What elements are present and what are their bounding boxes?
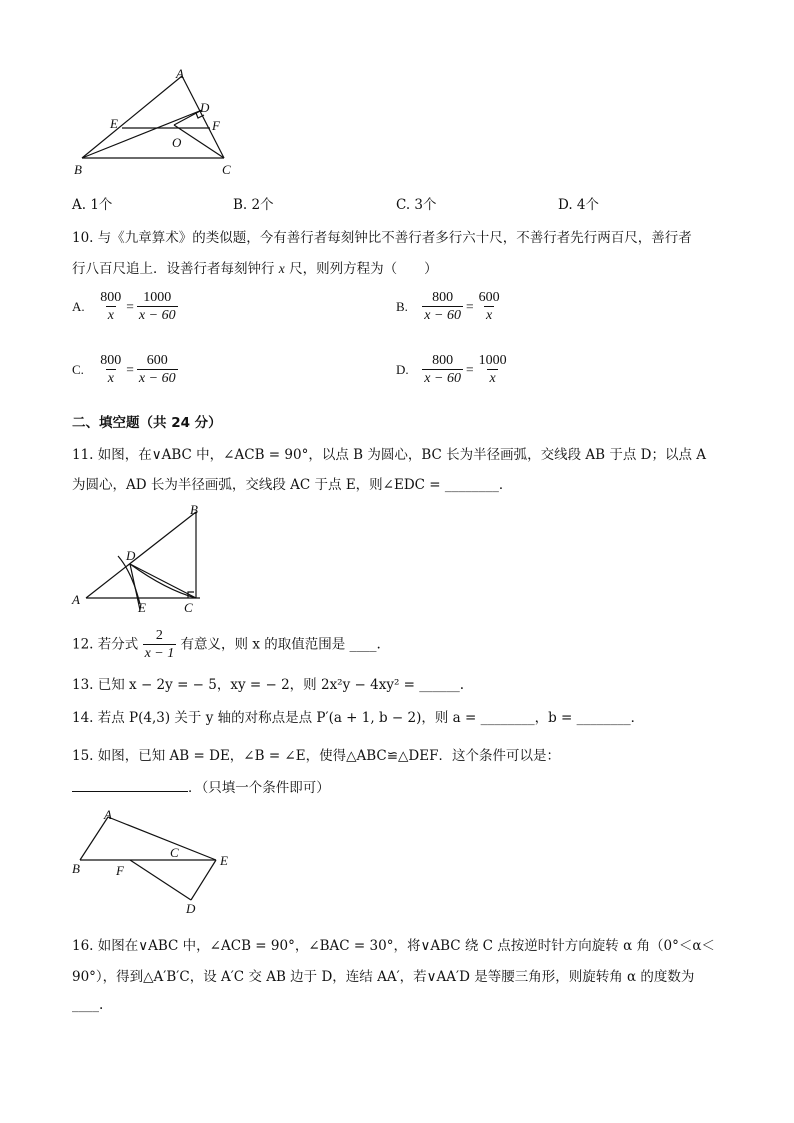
label-d: D — [126, 548, 136, 563]
q16-line-3: ____. — [72, 997, 104, 1013]
segment-ba — [82, 76, 182, 158]
equals-sign: = — [465, 362, 474, 378]
q12-prefix: 12. 若分式 — [72, 636, 139, 653]
numerator: 800 — [432, 353, 454, 368]
label-e: E — [220, 853, 228, 868]
q15-line-2 — [72, 776, 330, 796]
segment-ab — [86, 512, 196, 598]
option-label: A. — [72, 299, 85, 315]
label-o: O — [172, 135, 182, 150]
equals-sign: = — [126, 362, 134, 378]
label-d: D — [186, 901, 196, 916]
denominator: x − 1 — [144, 646, 175, 662]
segment-ba — [80, 817, 108, 860]
q10-option-c[interactable] — [72, 353, 178, 387]
fraction-right — [477, 290, 502, 324]
denominator: x − 60 — [424, 371, 461, 387]
label-f: F — [116, 863, 124, 878]
label-c: C — [184, 600, 193, 615]
label-b: B — [72, 861, 80, 876]
numerator: 1000 — [478, 353, 507, 368]
q10-option-a[interactable] — [72, 290, 178, 324]
q10-option-b[interactable] — [396, 290, 502, 324]
label-e: E — [138, 600, 146, 615]
numerator: 2 — [155, 628, 163, 643]
denominator: x — [107, 308, 114, 324]
q9-option-c[interactable]: C. 3个 — [396, 197, 437, 213]
denominator: x — [489, 371, 496, 387]
numerator: 800 — [100, 353, 122, 368]
denominator: x — [107, 371, 114, 387]
q15-triangles-figure — [66, 805, 246, 917]
q15-line-2-text: ．（只填一个条件即可） — [188, 780, 330, 796]
q16-line-1: 16. 如图在∨ABC 中，∠ACB = 90°，∠BAC = 30°，将∨ABC 绕 C 点按逆时针方向旋转 α 角（0°＜α＜ — [72, 938, 715, 954]
fraction-left — [422, 290, 463, 324]
segment-ed — [191, 860, 216, 900]
fraction-left — [98, 353, 123, 387]
label-a: A — [72, 592, 80, 607]
q11-triangle-figure — [66, 500, 216, 620]
q11-line-1: 11. 如图，在∨ABC 中，∠ACB = 90°，以点 B 为圆心，BC 长为半径画弧，交线段 AB 于点 D；以点 A — [72, 447, 707, 463]
denominator: x − 60 — [138, 371, 176, 387]
equals-sign: = — [126, 299, 134, 315]
numerator: 800 — [100, 290, 122, 305]
denominator: x − 60 — [138, 308, 176, 324]
q16-line-2: 90°），得到△A′B′C，设 A′C 交 AB 边于 D，连结 AA′，若∨AA′D 是等腰三角形，则旋转角 α 的度数为 — [72, 969, 695, 985]
q15-answer-blank[interactable] — [72, 779, 188, 792]
q12-fraction — [143, 628, 177, 662]
q10-line-2 — [72, 257, 438, 277]
fraction-left — [422, 353, 463, 387]
fraction-right — [137, 353, 178, 387]
label-c: C — [222, 162, 231, 177]
fraction-left — [98, 290, 123, 324]
q13-line: 13. 已知 x − 2y = − 5，xy = − 2，则 2x²y − 4xy² = ______. — [72, 677, 465, 693]
label-c: C — [170, 845, 179, 860]
label-b: B — [74, 162, 82, 177]
fraction-right — [137, 290, 178, 324]
q12-suffix: 有意义，则 x 的取值范围是 ____. — [180, 636, 381, 653]
label-a: A — [176, 68, 184, 81]
q9-triangle-figure — [70, 68, 250, 180]
numerator: 1000 — [143, 290, 172, 305]
q10-line-2-a: 行八百尺追上．设善行者每刻钟行 — [72, 261, 279, 277]
segment-df — [130, 860, 191, 900]
q9-option-d[interactable]: D. 4个 — [558, 197, 600, 213]
label-d: D — [200, 100, 210, 115]
segment-dc — [130, 564, 196, 598]
segment-ae — [108, 817, 216, 860]
option-label: D. — [396, 362, 409, 378]
fraction-right — [477, 353, 509, 387]
q15-line-1: 15. 如图，已知 AB = DE，∠B = ∠E，使得△ABC≌△DEF．这个条件可以是： — [72, 748, 560, 764]
q11-line-2: 为圆心，AD 长为半径画弧，交线段 AC 于点 E，则∠EDC = ________． — [72, 477, 513, 493]
numerator: 600 — [146, 353, 168, 368]
numerator: 600 — [478, 290, 500, 305]
segment-bd — [82, 110, 202, 158]
label-b: B — [190, 502, 198, 517]
q10-line-1: 10. 与《九章算术》的类似题，今有善行者每刻钟比不善行者多行六十尺，不善行者先行两百尺，善行者 — [72, 230, 692, 246]
numerator: 800 — [432, 290, 454, 305]
denominator: x − 60 — [424, 308, 461, 324]
q9-option-a[interactable]: A. 1个 — [72, 197, 113, 213]
option-label: B. — [396, 299, 408, 315]
q14-line: 14. 若点 P(4,3) 关于 y 轴的对称点是点 P′(a + 1, b − 2)，则 a = ________，b = ________． — [72, 710, 645, 726]
label-e: E — [110, 116, 118, 131]
section-title: 二、填空题（共 24 分） — [72, 415, 222, 431]
q10-option-d[interactable] — [396, 353, 509, 387]
q10-line-2-b: 尺，则列方程为（ ） — [284, 261, 438, 277]
label-f: F — [212, 118, 220, 133]
denominator: x — [485, 308, 493, 324]
q12-line — [72, 628, 381, 662]
option-label: C. — [72, 362, 84, 378]
label-a: A — [104, 807, 112, 822]
q9-option-b[interactable]: B. 2个 — [233, 197, 274, 213]
equals-sign: = — [465, 299, 474, 315]
q10-var: x — [278, 261, 285, 276]
